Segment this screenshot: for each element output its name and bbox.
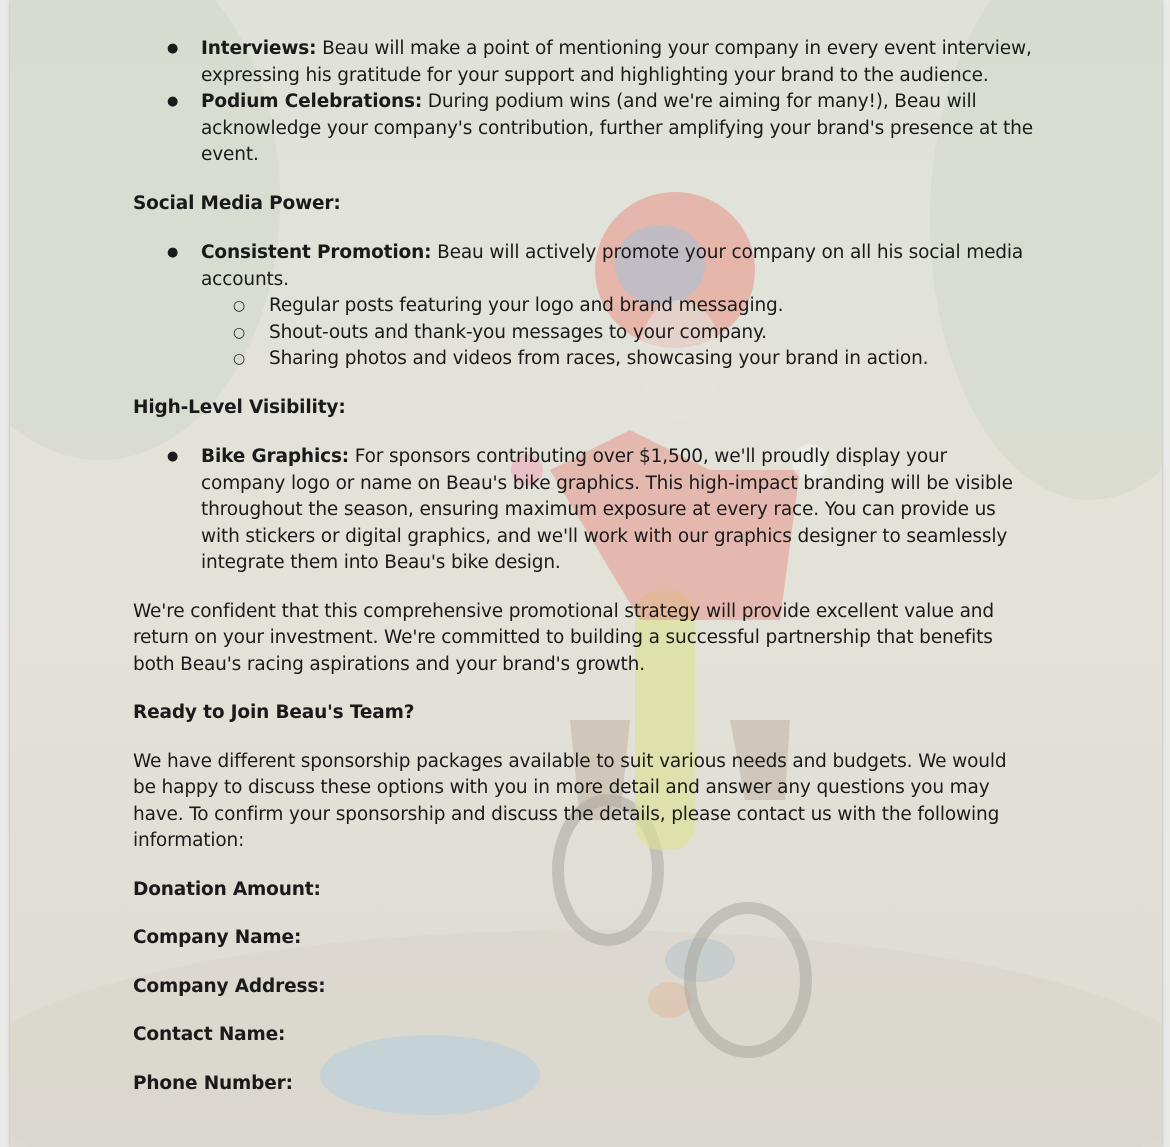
list-item: ● Interviews: Beau will make a point of mentioning your company in every event interview, expressing his gratitude for your support and highlighting your brand to the audience. xyxy=(133,36,1033,89)
join-paragraph: We have different sponsorship packages available to suit various needs and budgets. We would be happy to discuss these options with you in more detail and answer any questions you may have. To confirm your sponsorship and discuss the details, please contact us with the following information: xyxy=(133,750,1007,851)
social-sublist xyxy=(201,293,1033,373)
field-company-name: Company Name: xyxy=(133,927,302,948)
document-content xyxy=(133,36,1033,1097)
visibility-list xyxy=(133,444,1033,577)
sub-list-item: ○ Sharing photos and videos from races, showcasing your brand in action. xyxy=(201,346,1033,373)
benefits-list xyxy=(133,36,1033,169)
list-item: ● Consistent Promotion: Beau will actively promote your company on all his social media accounts. ○ Regular posts featuring your logo and brand messaging. ○ Shout-outs and thank-you messages to your company. ○ Sharing photos and videos from races, showcasing your brand in action. xyxy=(133,240,1033,373)
sub-list-item: ○ Regular posts featuring your logo and brand messaging. xyxy=(201,293,1033,320)
section-heading-social: Social Media Power: xyxy=(133,192,341,214)
field-contact-name: Contact Name: xyxy=(133,1024,286,1045)
join-heading: Ready to Join Beau's Team? xyxy=(133,702,415,723)
list-item: ● Bike Graphics: For sponsors contributing over $1,500, we'll proudly display your company logo or name on Beau's bike graphics. This high-impact branding will be visible throughout the season, ensuring maximum exposure at every race. You can provide us with stickers or digital graphics, and we'll work with our graphics designer to seamlessly integrate them into Beau's bike design. xyxy=(133,444,1033,577)
section-heading-visibility: High-Level Visibility: xyxy=(133,396,346,418)
field-company-address: Company Address: xyxy=(133,975,326,997)
field-donation-amount: Donation Amount: xyxy=(133,878,321,900)
list-item: ● Podium Celebrations: During podium wins (and we're aiming for many!), Beau will acknowledge your company's contribution, further amplifying your brand's presence at the event. xyxy=(133,89,1033,169)
sub-list-item: ○ Shout-outs and thank-you messages to your company. xyxy=(201,320,1033,347)
field-phone-number: Phone Number: xyxy=(133,1072,293,1094)
social-list xyxy=(133,240,1033,373)
confidence-paragraph: We're confident that this comprehensive promotional strategy will provide excellent value and return on your investment. We're committed to building a successful partnership that benefits both Beau's racing aspirations and your brand's growth. xyxy=(133,600,994,675)
